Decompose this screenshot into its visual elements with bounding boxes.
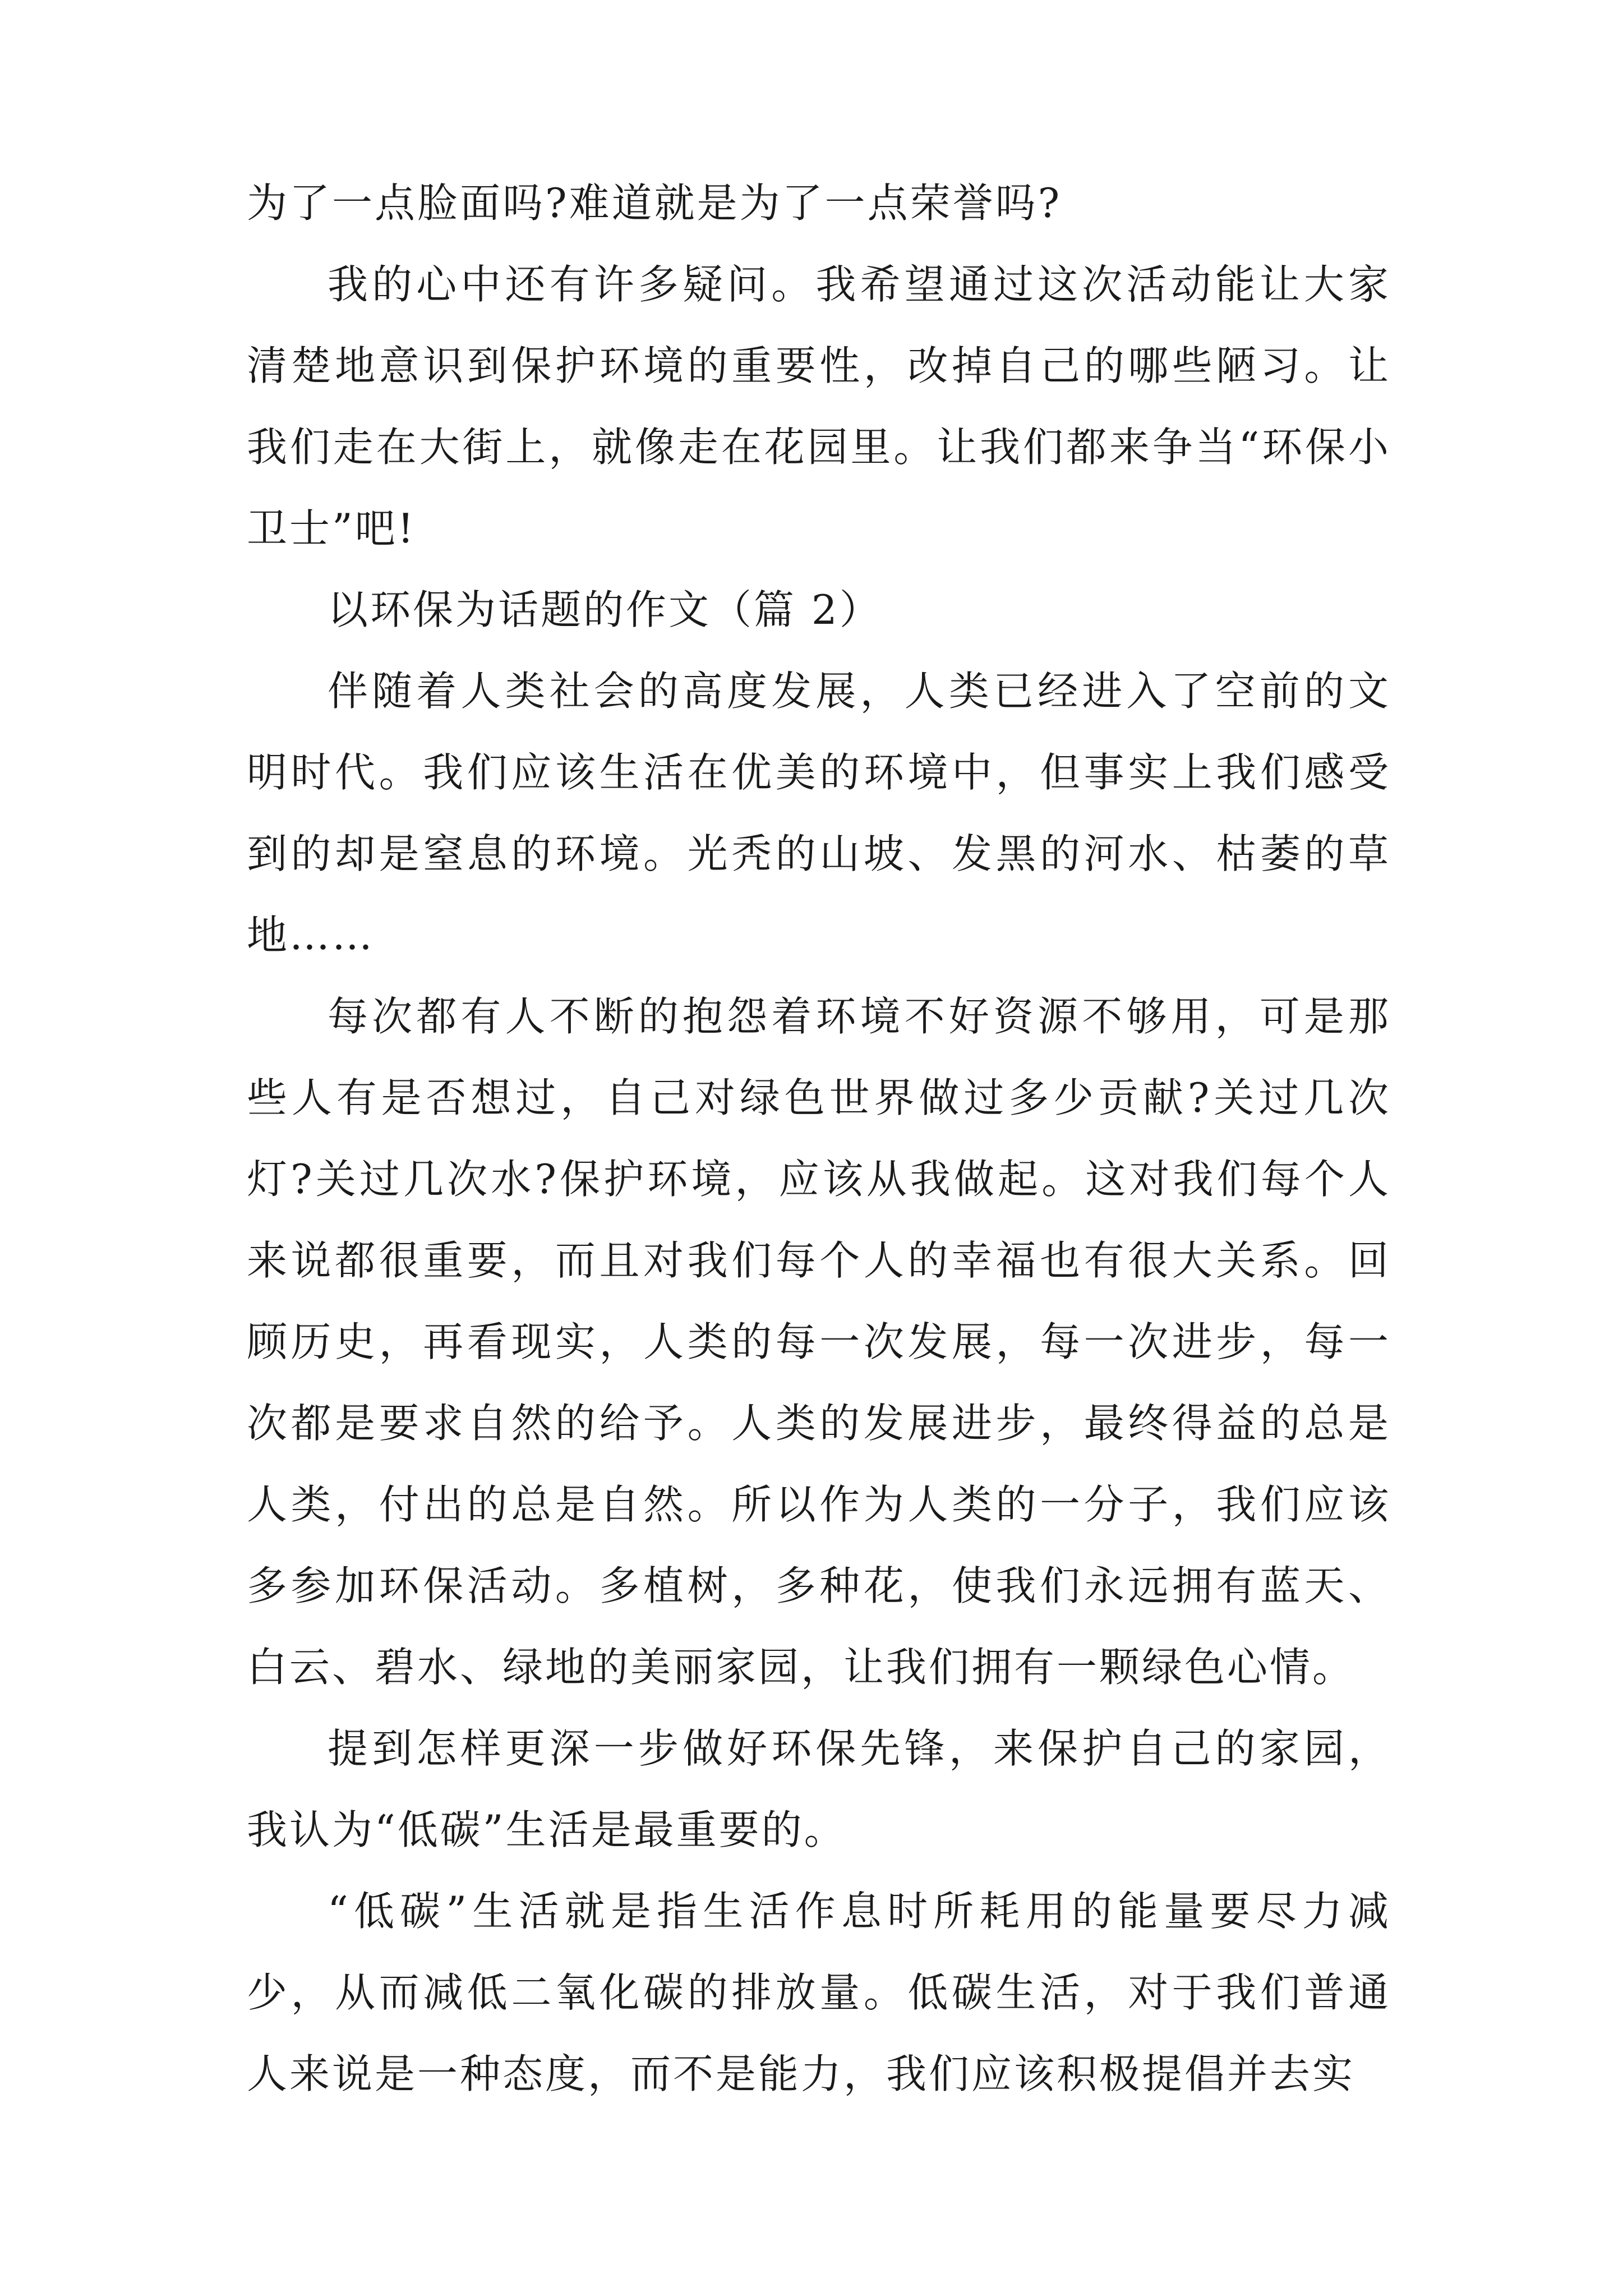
paragraph-1: 为了一点脸面吗?难道就是为了一点荣誉吗? (247, 180, 1062, 227)
paragraph-2: 我的心中还有许多疑问。我希望通过这次活动能让大家清楚地意识到保护环境的重要性，改掉自己的哪些陋习。让我们走在大街上，就像走在花园里。让我们都来争当“环保小卫士”吧! (247, 261, 1391, 552)
paragraph-4: 每次都有人不断的抱怨着环境不好资源不够用，可是那些人有是否想过，自己对绿色世界做过多少贡献?关过几次灯?关过几次水?保护环境，应该从我做起。这对我们每个人来说都很重要，而且对我们每个人的幸福也有很大关系。回顾历史，再看现实，人类的每一次发展，每一次进步，每一次都是要求自然的给予。人类的发展进步，最终得益的总是人类，付出的总是自然。所以作为人类的一分子，我们应该多参加环保活动。多植树，多种花，使我们永远拥有蓝天、白云、碧水、绿地的美丽家园，让我们拥有一颗绿色心情。 (247, 993, 1391, 1691)
document-body (247, 163, 1391, 2115)
paragraph-5: 提到怎样更深一步做好环保先锋，来保护自己的家园，我认为“低碳”生活是最重要的。 (247, 1725, 1391, 1853)
section-heading: 以环保为话题的作文（篇 2） (328, 586, 882, 633)
paragraph-3: 伴随着人类社会的高度发展，人类已经进入了空前的文明时代。我们应该生活在优美的环境中，但事实上我们感受到的却是窒息的环境。光秃的山坡、发黑的河水、枯萎的草地…… (247, 668, 1391, 959)
paragraph-6: “低碳”生活就是指生活作息时所耗用的能量要尽力减少，从而减低二氧化碳的排放量。低碳生活，对于我们普通人来说是一种态度，而不是能力，我们应该积极提倡并去实 (247, 1888, 1391, 2097)
